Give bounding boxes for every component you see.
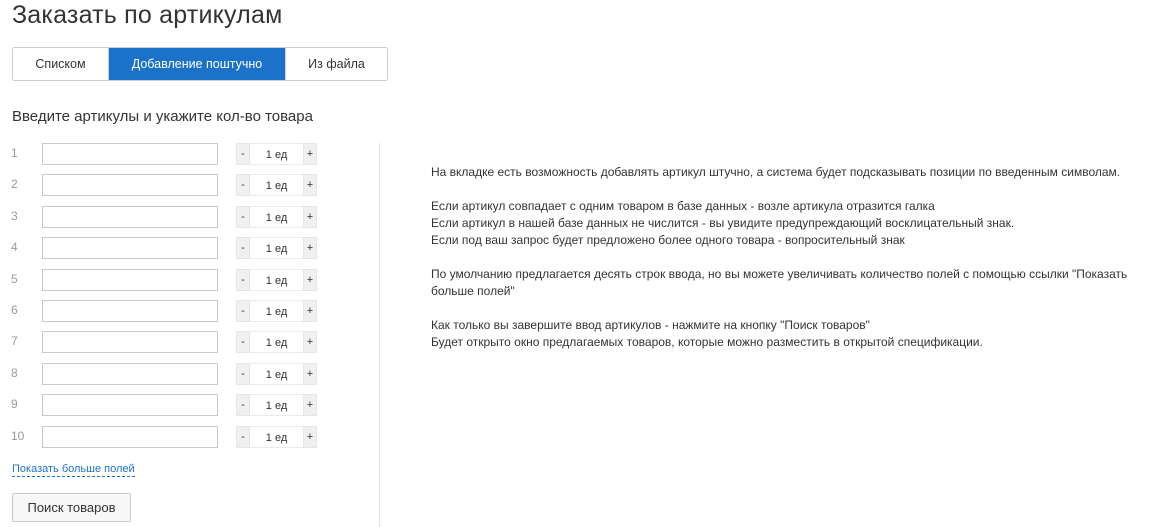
article-input[interactable] — [42, 363, 218, 385]
decrease-quantity-button[interactable]: - — [236, 237, 250, 259]
tab-list[interactable]: Списком — [13, 48, 109, 80]
quantity-value[interactable]: 1 ед — [250, 143, 303, 165]
quantity-value[interactable]: 1 ед — [250, 363, 303, 385]
quantity-stepper — [236, 143, 318, 165]
quantity-value[interactable]: 1 ед — [250, 237, 303, 259]
decrease-quantity-button[interactable]: - — [236, 363, 250, 385]
row-number: 8 — [11, 366, 18, 380]
article-row — [0, 143, 330, 165]
quantity-stepper — [236, 331, 318, 353]
article-row — [0, 300, 330, 322]
paragraph-gap — [431, 249, 1166, 266]
article-row — [0, 426, 330, 448]
decrease-quantity-button[interactable]: - — [236, 426, 250, 448]
article-input[interactable] — [42, 269, 218, 291]
increase-quantity-button[interactable]: + — [303, 206, 317, 228]
help-line: На вкладке есть возможность добавлять артикул штучно, а система будет подсказывать позиции по введенным символам. — [431, 165, 1121, 179]
quantity-stepper — [236, 174, 318, 196]
row-number: 5 — [11, 272, 18, 286]
article-row — [0, 394, 330, 416]
decrease-quantity-button[interactable]: - — [236, 206, 250, 228]
increase-quantity-button[interactable]: + — [303, 174, 317, 196]
tab-bar — [12, 47, 388, 81]
article-row — [0, 363, 330, 385]
quantity-value[interactable]: 1 ед — [250, 206, 303, 228]
increase-quantity-button[interactable]: + — [303, 394, 317, 416]
increase-quantity-button[interactable]: + — [303, 331, 317, 353]
quantity-value[interactable]: 1 ед — [250, 331, 303, 353]
help-line: Если артикул в нашей базе данных не числится - вы увидите предупреждающий восклицательный знак. — [431, 216, 1015, 230]
decrease-quantity-button[interactable]: - — [236, 174, 250, 196]
row-number: 2 — [11, 177, 18, 191]
vertical-divider — [379, 143, 380, 527]
quantity-stepper — [236, 394, 318, 416]
decrease-quantity-button[interactable]: - — [236, 331, 250, 353]
row-number: 7 — [11, 334, 18, 348]
decrease-quantity-button[interactable]: - — [236, 394, 250, 416]
increase-quantity-button[interactable]: + — [303, 363, 317, 385]
quantity-value[interactable]: 1 ед — [250, 394, 303, 416]
quantity-value[interactable]: 1 ед — [250, 426, 303, 448]
page-title: Заказать по артикулам — [12, 1, 283, 29]
show-more-fields-link[interactable]: Показать больше полей — [12, 463, 135, 475]
row-number: 9 — [11, 397, 18, 411]
increase-quantity-button[interactable]: + — [303, 426, 317, 448]
decrease-quantity-button[interactable]: - — [236, 269, 250, 291]
article-input[interactable] — [42, 206, 218, 228]
row-number: 6 — [11, 303, 18, 317]
quantity-stepper — [236, 300, 318, 322]
increase-quantity-button[interactable]: + — [303, 269, 317, 291]
help-line: Будет открыто окно предлагаемых товаров, которые можно разместить в открытой спецификации. — [431, 335, 983, 349]
quantity-value[interactable]: 1 ед — [250, 300, 303, 322]
help-line: Если артикул совпадает с одним товаром в базе данных - возле артикула отразится галка — [431, 199, 935, 213]
quantity-value[interactable]: 1 ед — [250, 269, 303, 291]
decrease-quantity-button[interactable]: - — [236, 143, 250, 165]
form-title: Введите артикулы и укажите кол-во товара — [12, 108, 313, 125]
quantity-stepper — [236, 237, 318, 259]
article-input[interactable] — [42, 143, 218, 165]
article-input[interactable] — [42, 426, 218, 448]
quantity-stepper — [236, 363, 318, 385]
help-line: Как только вы завершите ввод артикулов - нажмите на кнопку "Поиск товаров" — [431, 318, 870, 332]
increase-quantity-button[interactable]: + — [303, 300, 317, 322]
article-input[interactable] — [42, 300, 218, 322]
quantity-stepper — [236, 206, 318, 228]
article-row — [0, 237, 330, 259]
search-products-button[interactable]: Поиск товаров — [12, 493, 131, 522]
quantity-stepper — [236, 269, 318, 291]
decrease-quantity-button[interactable]: - — [236, 300, 250, 322]
increase-quantity-button[interactable]: + — [303, 237, 317, 259]
row-number: 1 — [11, 146, 18, 160]
article-row — [0, 206, 330, 228]
row-number: 3 — [11, 209, 18, 223]
tab-from-file[interactable]: Из файла — [285, 48, 387, 80]
article-input[interactable] — [42, 394, 218, 416]
help-line: Если под ваш запрос будет предложено более одного товара - вопросительный знак — [431, 233, 905, 247]
row-number: 4 — [11, 240, 18, 254]
article-row — [0, 174, 330, 196]
article-input[interactable] — [42, 331, 218, 353]
tab-add-single[interactable]: Добавление поштучно — [109, 48, 285, 80]
quantity-stepper — [236, 426, 318, 448]
article-row — [0, 331, 330, 353]
paragraph-gap — [431, 181, 1166, 198]
row-number: 10 — [11, 429, 25, 443]
article-row — [0, 269, 330, 291]
paragraph-gap — [431, 300, 1166, 317]
help-text — [431, 164, 1166, 351]
quantity-value[interactable]: 1 ед — [250, 174, 303, 196]
article-input[interactable] — [42, 237, 218, 259]
help-line: По умолчанию предлагается десять строк ввода, но вы можете увеличивать количество полей с помощью ссылки "Показать больше полей" — [431, 267, 1128, 298]
increase-quantity-button[interactable]: + — [303, 143, 317, 165]
article-input[interactable] — [42, 174, 218, 196]
